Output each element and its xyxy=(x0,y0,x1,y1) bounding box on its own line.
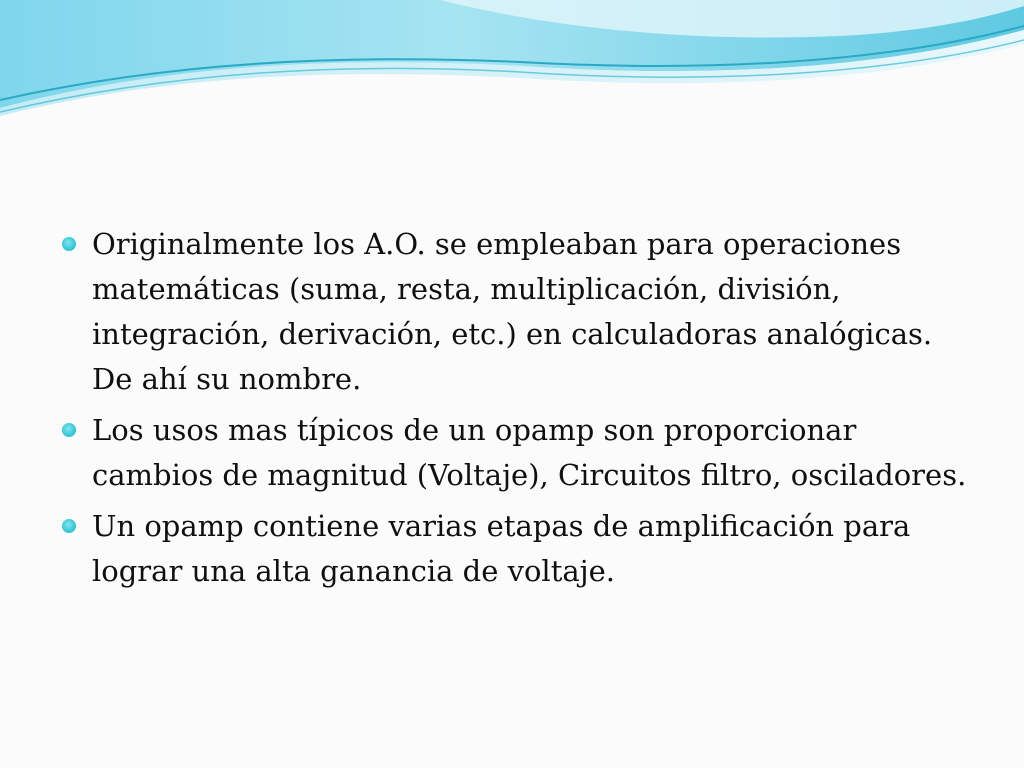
bullet-item-2 xyxy=(60,408,980,498)
bullet-text-2: Los usos mas típicos de un opamp son proporcionar cambios de magnitud (Voltaje), Circuitos filtro, osciladores. xyxy=(92,413,967,492)
bullet-list xyxy=(60,222,980,594)
bullet-item-1 xyxy=(60,222,980,402)
bullet-dot-icon xyxy=(62,423,76,437)
slide-content xyxy=(60,222,980,600)
bullet-dot-icon xyxy=(62,237,76,251)
bullet-text-3: Un opamp contiene varias etapas de amplificación para lograr una alta ganancia de voltaje. xyxy=(92,509,911,588)
header-wave-decoration xyxy=(0,0,1024,130)
bullet-dot-icon xyxy=(62,519,76,533)
bullet-text-1: Originalmente los A.O. se empleaban para operaciones matemáticas (suma, resta, multiplicación, división, integración, derivación, etc.) en calculadoras analógicas. De ahí su nombre. xyxy=(92,227,933,396)
bullet-item-3 xyxy=(60,504,980,594)
